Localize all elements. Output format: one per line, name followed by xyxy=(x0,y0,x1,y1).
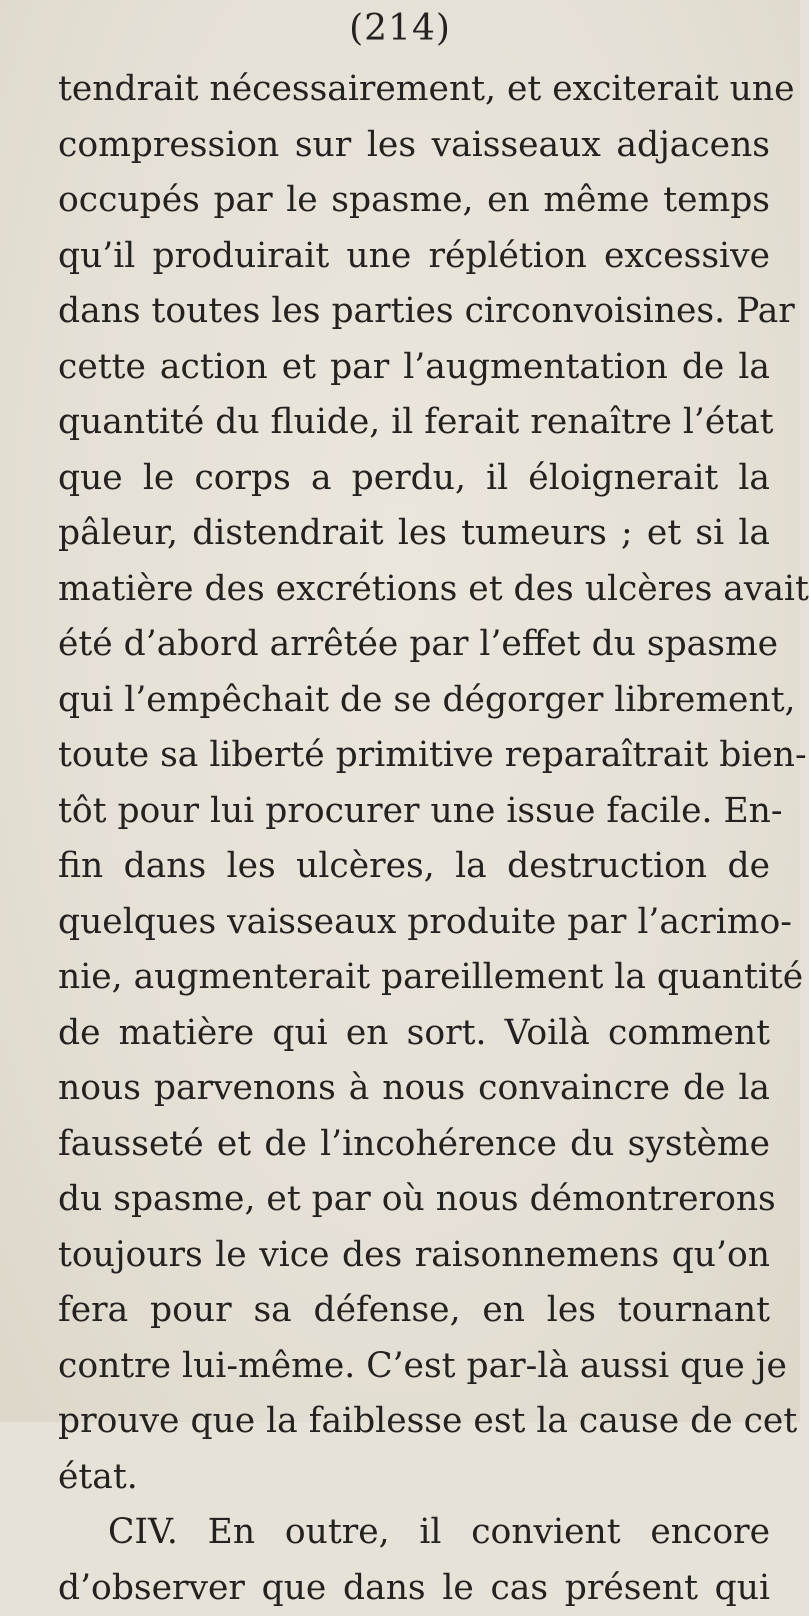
text-line: tendrait nécessairement, et exciterait une xyxy=(58,62,770,118)
text-line: toute sa liberté primitive reparaîtrait bien- xyxy=(58,728,770,784)
text-line: quelques vaisseaux produite par l’acrimo- xyxy=(58,895,770,951)
paragraph-end-line: état. xyxy=(58,1450,770,1506)
text-line: nie, augmenterait pareillement la quantité xyxy=(58,950,770,1006)
text-line: toujours le vice des raisonnemens qu’on xyxy=(58,1228,770,1284)
text-line: dans toutes les parties circonvoisines. Par xyxy=(58,284,770,340)
text-line: du spasme, et par où nous démontrerons xyxy=(58,1172,770,1228)
section-start-line: CIV. En outre, il convient encore xyxy=(58,1505,770,1561)
body-text xyxy=(58,62,770,1616)
text-line: fin dans les ulcères, la destruction de xyxy=(58,839,770,895)
text-line: que le corps a perdu, il éloignerait la xyxy=(58,451,770,507)
text-line: cette action et par l’augmentation de la xyxy=(58,340,770,396)
text-line: contre lui-même. C’est par-là aussi que je xyxy=(58,1339,770,1395)
text-line: de matière qui en sort. Voilà comment xyxy=(58,1006,770,1062)
text-line: qu’il produirait une réplétion excessive xyxy=(58,229,770,285)
text-line: tôt pour lui procurer une issue facile. En- xyxy=(58,784,770,840)
text-line: fausseté et de l’incohérence du système xyxy=(58,1117,770,1173)
text-line: qui l’empêchait de se dégorger librement, xyxy=(58,673,770,729)
text-line: prouve que la faiblesse est la cause de cet xyxy=(58,1394,770,1450)
text-line: matière des excrétions et des ulcères avait xyxy=(58,562,770,618)
text-line: nous parvenons à nous convaincre de la xyxy=(58,1061,770,1117)
text-line: fera pour sa défense, en les tournant xyxy=(58,1283,770,1339)
text-line: pâleur, distendrait les tumeurs ; et si la xyxy=(58,506,770,562)
text-line: d’observer que dans le cas présent qui xyxy=(58,1561,770,1616)
text-line: quantité du fluide, il ferait renaître l’état xyxy=(58,395,770,451)
text-line: compression sur les vaisseaux adjacens xyxy=(58,118,770,174)
text-line: été d’abord arrêtée par l’effet du spasme xyxy=(58,617,770,673)
page-number: (214) xyxy=(0,4,800,54)
text-line: occupés par le spasme, en même temps xyxy=(58,173,770,229)
